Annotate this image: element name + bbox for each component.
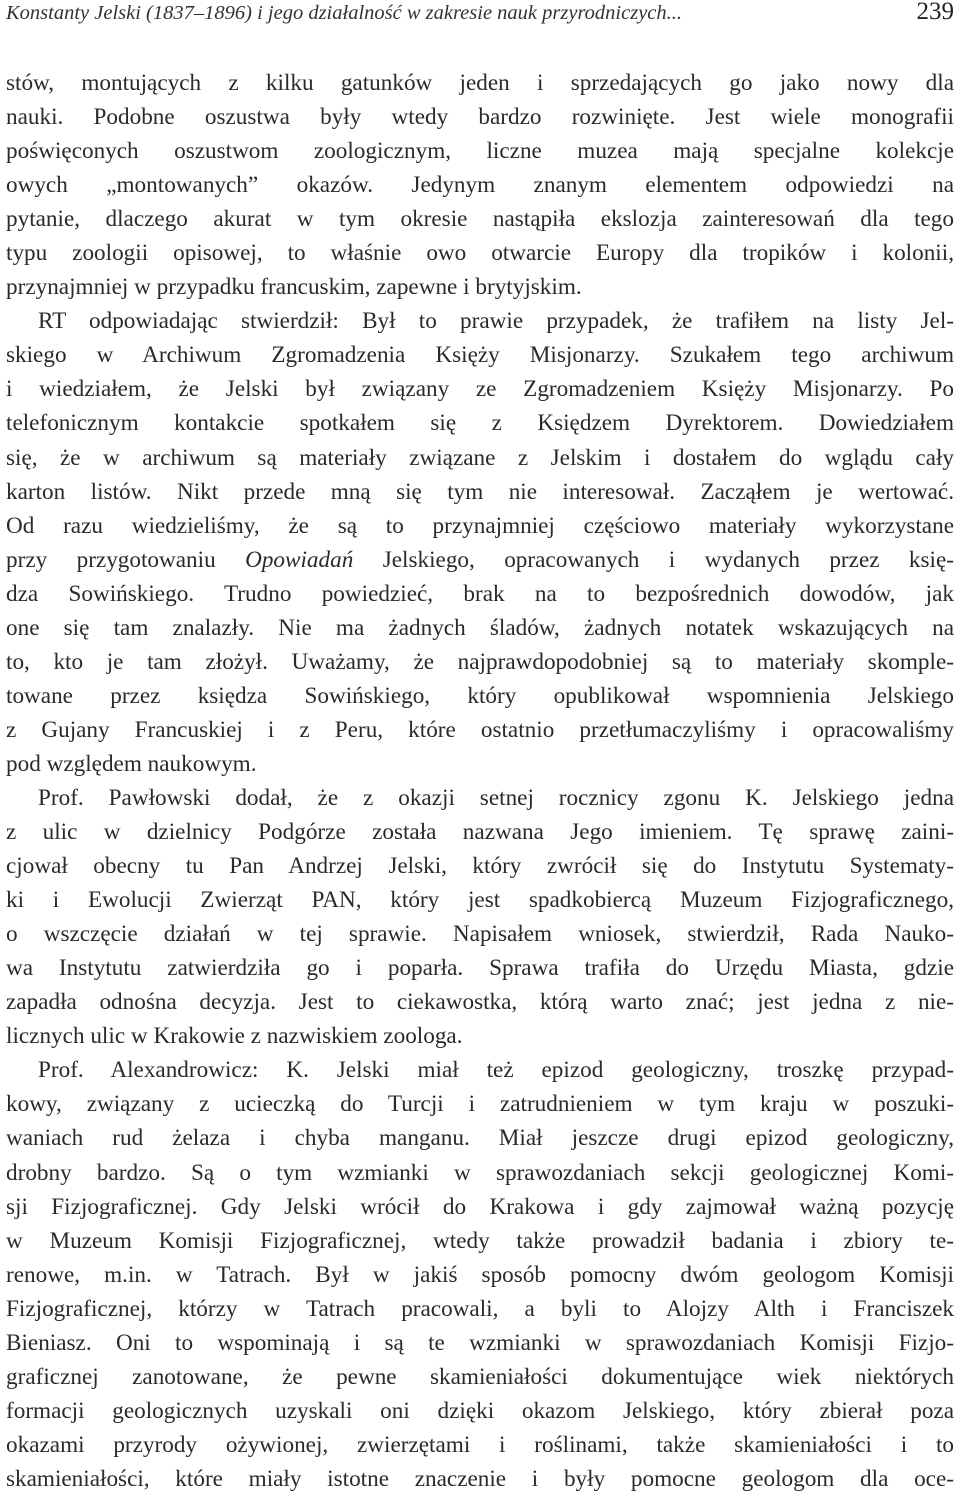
text-line: zapadła odnośna decyzja. Jest to ciekawostka, którą warto znać; jest jedna z nie-: [6, 989, 954, 1016]
text-line: drobny bardzo. Są o tym wzmianki w sprawozdaniach sekcji geologicznej Komi-: [6, 1159, 954, 1186]
text-line: pod względem naukowym.: [6, 750, 257, 777]
text-line: licznych ulic w Krakowie z nazwiskiem zoologa.: [6, 1023, 463, 1050]
text-line: w Muzeum Komisji Fizjograficznej, wtedy także prowadził badania i zbiory te-: [6, 1227, 954, 1254]
text-line: to, kto je tam złożył. Uważamy, że najprawdopodobniej są to materiały skomple-: [6, 648, 954, 675]
text-line: nauki. Podobne oszustwa były wtedy bardzo rozwinięte. Jest wiele monografii: [6, 104, 954, 131]
text-line: skiego w Archiwum Zgromadzenia Księży Misjonarzy. Szukałem tego archiwum: [6, 342, 954, 369]
running-title: Konstanty Jelski (1837–1896) i jego działalność w zakresie nauk przyrodniczych...: [6, 2, 683, 24]
text-line: formacji geologicznych uzyskali oni dzięki okazom Jelskiego, który zbierał poza: [6, 1397, 954, 1424]
text-line: one się tam znalazły. Nie ma żadnych śladów, żadnych notatek wskazujących na: [6, 614, 954, 641]
text-line: okazami przyrody ożywionej, zwierzętami i roślinami, także skamieniałości i to: [6, 1431, 954, 1458]
text-line: sji Fizjograficznej. Gdy Jelski wrócił do Krakowa i gdy zajmował ważną pozycję: [6, 1193, 954, 1220]
running-header: [6, 0, 954, 28]
text-line: renowe, m.in. w Tatrach. Był w jakiś sposób pomocny dwóm geologom Komisji: [6, 1261, 954, 1288]
text-line: ki i Ewolucji Zwierząt PAN, który jest spadkobiercą Muzeum Fizjograficznego,: [6, 887, 954, 914]
text-line: waniach rud żelaza i chyba manganu. Miał jeszcze drugi epizod geologiczny,: [6, 1125, 954, 1152]
text-line: kowy, związany z ucieczką do Turcji i zatrudnieniem w tym kraju w poszuki-: [6, 1091, 954, 1118]
text-line: Bieniasz. Oni to wspominają i są te wzmianki w sprawozdaniach Komisji Fizjo-: [6, 1329, 954, 1356]
text-line: i wiedziałem, że Jelski był związany ze Zgromadzeniem Księży Misjonarzy. Po: [6, 376, 954, 403]
text-line: owych „montowanych” okazów. Jedynym znanym elementem odpowiedzi na: [6, 172, 954, 199]
text-line: graficznej zanotowane, że pewne skamieniałości dokumentujące wiek niektórych: [6, 1363, 954, 1390]
text-line: Fizjograficznej, którzy w Tatrach pracowali, a byli to Alojzy Alth i Franciszek: [6, 1295, 954, 1322]
text-line: wa Instytutu zatwierdziła go i poparła. Sprawa trafiła do Urzędu Miasta, gdzie: [6, 955, 954, 982]
italic-title: Opowiadań: [245, 546, 354, 573]
text-line: Prof. Alexandrowicz: K. Jelski miał też epizod geologiczny, troszkę przypad-: [38, 1057, 954, 1084]
text-line: z Gujany Francuskiej i z Peru, które ostatnio przetłumaczyliśmy i opracowaliśmy: [6, 716, 954, 743]
text-line: o wszczęcie działań w tej sprawie. Napisałem wniosek, stwierdził, Rada Nauko-: [6, 921, 954, 948]
text-line: przynajmniej w przypadku francuskim, zapewne i brytyjskim.: [6, 274, 582, 301]
text-line: towane przez księdza Sowińskiego, który opublikował wspomnienia Jelskiego: [6, 682, 954, 709]
text-line: przy przygotowaniu Opowiadań Jelskiego, opracowanych i wydanych przez księ-: [6, 546, 954, 573]
text-line: karton listów. Nikt przede mną się tym nie interesował. Zacząłem je wertować.: [6, 478, 954, 505]
text-line: poświęconych oszustwom zoologicznym, liczne muzea mają specjalne kolekcje: [6, 138, 954, 165]
text-line: stów, montujących z kilku gatunków jeden i sprzedających go jako nowy dla: [6, 70, 954, 96]
text-line: Od razu wiedzieliśmy, że są to przynajmniej częściowo materiały wykorzystane: [6, 512, 954, 539]
text-line: pytanie, dlaczego akurat w tym okresie nastąpiła ekslozja zainteresowań dla tego: [6, 206, 954, 233]
text-line: się, że w archiwum są materiały związane z Jelskim i dostałem do wglądu cały: [6, 444, 954, 471]
text-line: cjował obecny tu Pan Andrzej Jelski, który zwrócił się do Instytutu Systematy-: [6, 853, 954, 880]
text-line: RT odpowiadając stwierdził: Był to prawie przypadek, że trafiłem na listy Jel-: [38, 308, 954, 335]
text-line: z ulic w dzielnicy Podgórze została nazwana Jego imieniem. Tę sprawę zaini-: [6, 819, 954, 846]
text-line: typu zoologii opisowej, to właśnie owo otwarcie Europy dla tropików i kolonii,: [6, 240, 954, 267]
text-line: Prof. Pawłowski dodał, że z okazji setnej rocznicy zgonu K. Jelskiego jedna: [38, 784, 954, 811]
text-line: telefonicznym kontakcie spotkałem się z Księdzem Dyrektorem. Dowiedziałem: [6, 410, 954, 437]
text-line: skamieniałości, które miały istotne znaczenie i były pomocne geologom dla oce-: [6, 1465, 954, 1492]
text-line: dza Sowińskiego. Trudno powiedzieć, brak na to bezpośrednich dowodów, jak: [6, 580, 954, 607]
page-number: 239: [916, 0, 954, 25]
body-text: [6, 66, 954, 1496]
